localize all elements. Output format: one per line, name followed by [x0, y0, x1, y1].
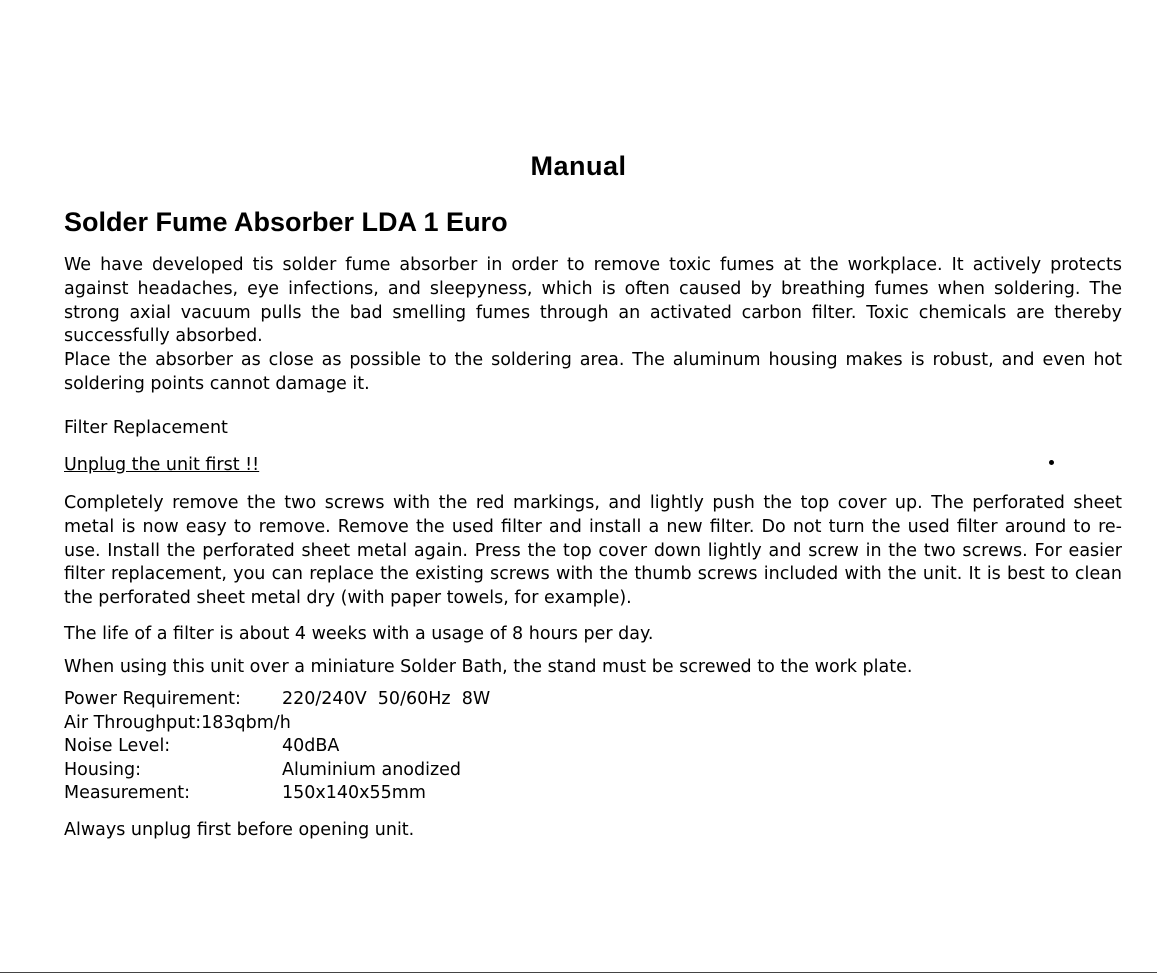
filter-replacement-heading: Filter Replacement	[64, 418, 228, 438]
spec-label: Housing:	[64, 759, 142, 780]
bullet-dot	[1049, 460, 1054, 465]
page-heading: Manual	[530, 151, 627, 181]
final-note: Always unplug first before opening unit.	[64, 820, 415, 840]
spec-value: 220/240V 50/60Hz 8W	[282, 689, 491, 709]
spec-label: Noise Level:	[64, 736, 171, 756]
filter-instructions-paragraph: Completely remove the two screws with the red markings, and lightly push the top cover up. The perforated sheet metal is now easy to remove. Remove the used filter and install a new filter. Do not turn the used filter around to re-use. Install the perforated sheet metal again. Press the top cover down lightly and screw in the two screws. For easier filter replacement, you can replace the existing screws with the thumb screws included with the unit. It is best to clean the perforated sheet metal dry (with paper towels, for example).	[64, 493, 1122, 609]
spec-value: Aluminium anodized	[282, 759, 462, 780]
spec-value: 150x140x55mm	[282, 783, 426, 803]
product-title: Solder Fume Absorber LDA 1 Euro	[64, 207, 508, 237]
spec-airflow-text: Air Throughput:183qbm/h	[64, 712, 291, 733]
spec-value: 40dBA	[282, 736, 340, 756]
placement-paragraph: Place the absorber as close as possible to the soldering area. The aluminum housing makes is robust, and even hot soldering points cannot damage it.	[64, 350, 1122, 394]
spec-label: Power Requirement:	[64, 689, 241, 709]
unplug-warning: Unplug the unit first !!	[64, 455, 260, 475]
spec-label: Measurement:	[64, 783, 191, 803]
page-bottom-border	[0, 972, 1157, 973]
intro-paragraph: We have developed tis solder fume absorber in order to remove toxic fumes at the workplace. It actively protects against headaches, eye infections, and sleepyness, which is often caused by breathing fumes when soldering. The strong axial vacuum pulls the bad smelling fumes through an activated carbon filter. Toxic chemicals are thereby successfully absorbed.	[64, 255, 1122, 347]
solder-bath-paragraph: When using this unit over a miniature Solder Bath, the stand must be screwed to the work plate.	[64, 657, 913, 677]
filter-life-paragraph: The life of a filter is about 4 weeks with a usage of 8 hours per day.	[64, 624, 654, 644]
